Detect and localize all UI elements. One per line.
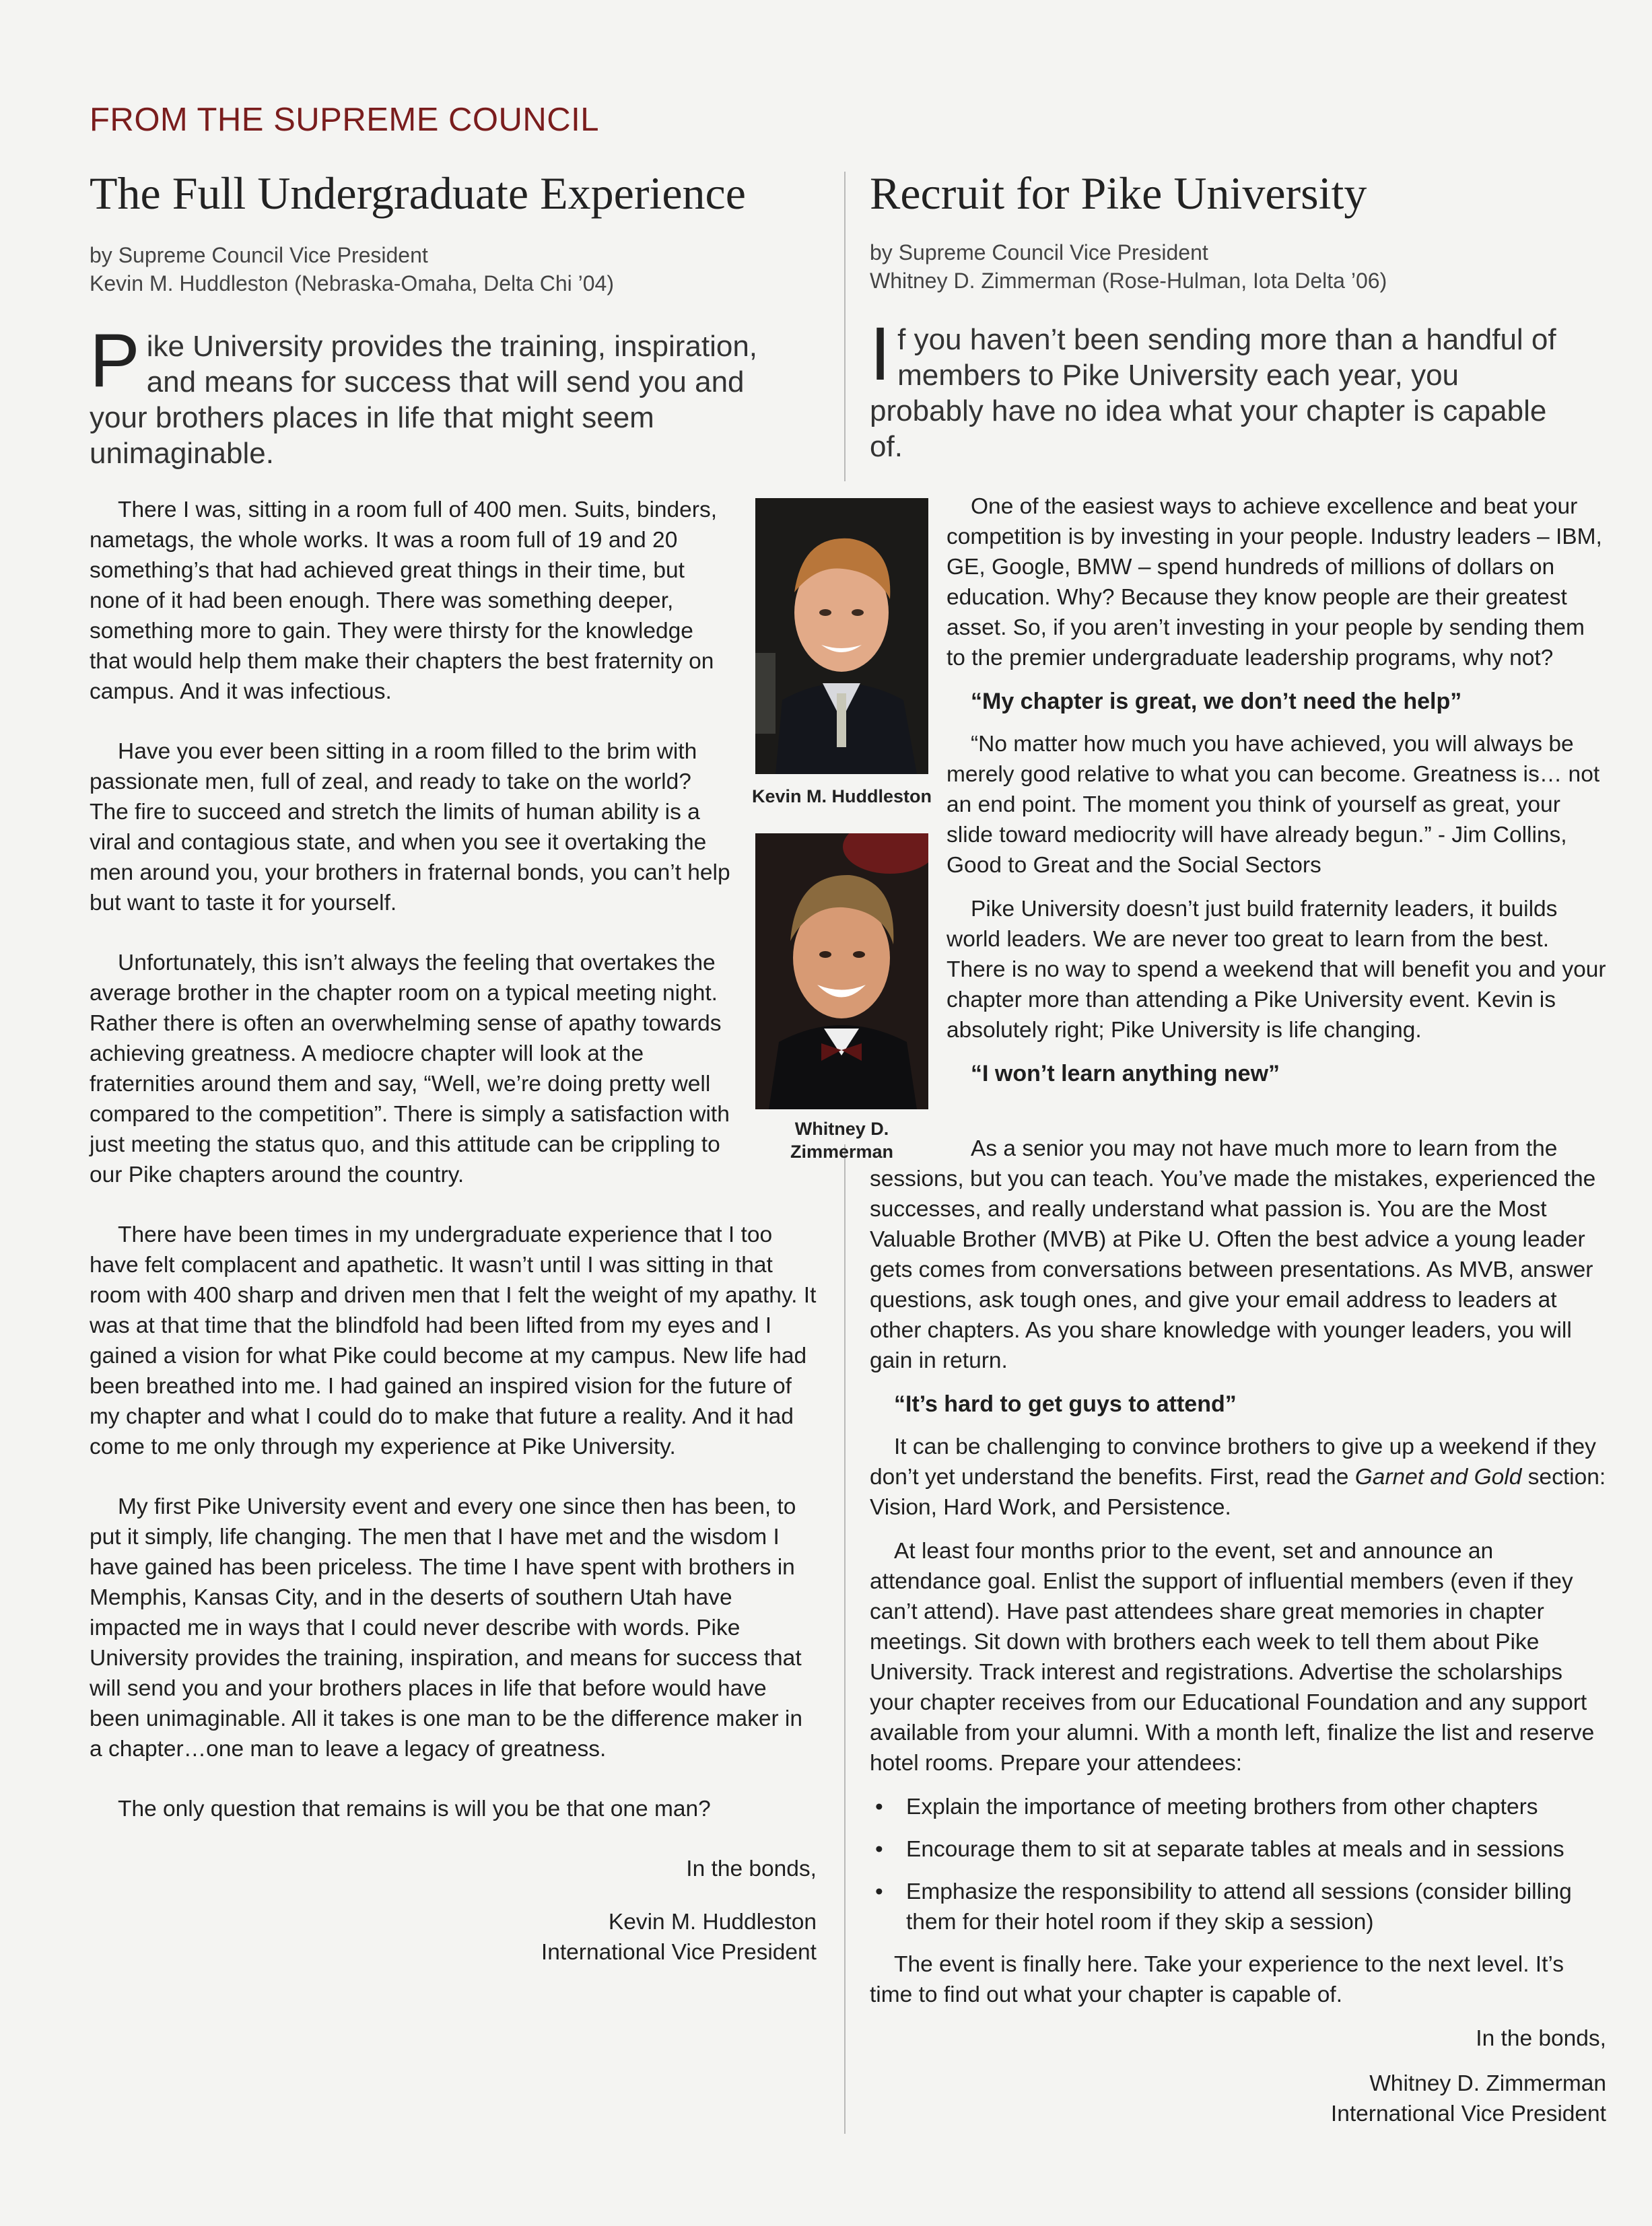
left-byline-line1: by Supreme Council Vice President [90,243,428,267]
right-sub3-text-b: section: Vision, Hard Work, and Persistence. [870,1465,1606,1520]
left-signature-title: International Vice President [541,1940,817,1965]
whitney-photo [755,833,928,1109]
right-body-top [947,491,1606,1101]
right-dropcap: I [870,312,891,396]
right-intro: One of the easiest ways to achieve excellence and beat your competition is by investing in your people. Industry leaders – IBM, GE, Google, BMW – spend hundreds of millions of dollars on education. Why? Because they know people are their greatest asset. So, if you aren’t investing in your people by sending them to the premier undergraduate leadership programs, why not? [947,494,1602,670]
left-lead-text: ike University provides the training, inspiration, and means for success that will send you and your brothers places in life that might seem unimaginable. [90,330,758,470]
list-item: • Explain the importance of meeting brothers from other chapters [906,1792,1606,1822]
right-sub3-paragraph-2: At least four months prior to the event, set and announce an attendance goal. Enlist the support of influential members (even if they can’t attend). Have past attendees share great memories in chapter meetings. Sit down with brothers each week to tell them about Pike University. Track interest and registrations. Advertise the scholarships your chapter receives from our Educational Foundation and any support available from your alumni. With a month left, finalize the list and reserve hotel rooms. Prepare your attendees: [870,1539,1595,1776]
left-signature-name: Kevin M. Huddleston [608,1910,817,1935]
right-byline-line1: by Supreme Council Vice President [870,240,1208,265]
left-paragraph-2: Have you ever been sitting in a room filled to the brim with passionate men, full of zeal, and ready to take on the world? The fire to succeed and stretch the limits of human ability is a viral and contagious state, and when you see it overtaking the men around you, your brothers in fraternal bonds, you can’t help but want to taste it for yourself. [90,739,730,915]
right-signature-title: International Vice President [1330,2101,1606,2126]
right-sub2-paragraph-1: As a senior you may not have much more to learn from the sessions, but you can teach. You’ve made the mistakes, experienced the successes, and really understand what passion is. You are the Most Valuable Brother (MVB) at Pike U. Often the best advice a young leader gets comes from conversations between presentations. As MVB, answer questions, ask tough ones, and give your email address to leaders at other chapters. As you share knowledge with younger leaders, you will gain in return. [870,1136,1596,1373]
whitney-portrait-image [755,833,928,1109]
list-item: • Encourage them to sit at separate tables at meals and in sessions [906,1834,1606,1865]
left-body-top [90,495,736,1220]
left-article-title: The Full Undergraduate Experience [90,168,746,219]
right-subheading-3: “It’s hard to get guys to attend” [894,1391,1237,1417]
right-sub3-paragraph-1 [870,1432,1606,1523]
left-paragraph-4: There have been times in my undergraduate experience that I too have felt complacent and apathetic. It wasn’t until I was sitting in that room with 400 sharp and driven men that I felt the weight of my apathy. It was at that time that the blindfold had been lifted from my eyes and I gained a vision for what Pike could become at my campus. New life had been breathed into me. I had gained an inspired vision for the future of my chapter and what I could do to make that future a reality. And it had come to me only through my experience at Pike University. [90,1222,817,1459]
right-final-paragraph: The event is finally here. Take your experience to the next level. It’s time to find out what your chapter is capable of. [870,1952,1564,2007]
left-byline-line2: Kevin M. Huddleston (Nebraska-Omaha, Delta Chi ’04) [90,271,614,295]
kevin-photo [755,498,928,774]
left-lead [90,318,803,471]
right-body-bottom [870,1134,1606,2129]
right-sub1-paragraph-1: “No matter how much you have achieved, you will always be merely good relative to what you can become. Greatness is… not an end point. The moment you think of yourself as great, your slide toward mediocrity will have already begun.” - Jim Collins, Good to Great and the Social Sectors [947,732,1600,878]
left-paragraph-1: There I was, sitting in a room full of 400 men. Suits, binders, nametags, the whole works. It was a room full of 19 and 20 something’s that had achieved great things in their time, but none of it had been enough. There was something deeper, something more to gain. They were thirsty for the knowledge that would help them make their chapters the best fraternity on campus. And it was infectious. [90,497,718,704]
right-lead-text: f you haven’t been sending more than a handful of members to Pike University each year, you probably have no idea what your chapter is capable of. [870,323,1556,463]
left-paragraph-5: My first Pike University event and every one since then has been, to put it simply, life changing. The men that I have met and the wisdom I have gained has been priceless. The time I have spent with brothers in Memphis, Kansas City, and in the deserts of southern Utah have impacted me in ways that I could never describe with words. Pike University provides the training, inspiration, and means for success that will send you and your brothers places in life that before would have been unimaginable. All it takes is one man to be the difference maker in a chapter…one man to leave a legacy of greatness. [90,1494,802,1762]
section-label: FROM THE SUPREME COUNCIL [90,102,600,138]
column-divider-lower [844,1144,846,2134]
right-signature-name: Whitney D. Zimmerman [1369,2071,1606,2096]
left-paragraph-3: Unfortunately, this isn’t always the feeling that overtakes the average brother in the chapter room on a typical meeting night. Rather there is often an overwhelming sense of apathy towards achieving greatness. A mediocre chapter will look at the fraternities around them and say, “Well, we’re doing pretty well compared to the competition”. There is simply a satisfaction with just meeting the status quo, and this attitude can be crippling to our Pike chapters around the country. [90,950,730,1187]
right-subheading-1: “My chapter is great, we don’t need the help” [971,689,1462,714]
left-body-bottom [90,1220,817,1968]
column-divider [844,172,846,481]
right-byline [870,238,1387,295]
list-item: • Emphasize the responsibility to attend all sessions (consider billing them for their hotel room if they skip a session) [906,1877,1606,1937]
left-closing: In the bonds, [686,1856,817,1881]
right-article-title: Recruit for Pike University [870,168,1367,219]
right-subheading-2: “I won’t learn anything new” [971,1061,1280,1086]
whitney-caption-line2: Zimmerman [790,1142,894,1162]
left-paragraph-6: The only question that remains is will you be that one man? [118,1797,711,1821]
left-dropcap: P [90,318,140,403]
whitney-caption-line1: Whitney D. [794,1119,889,1139]
right-sub3-text-a: It can be challenging to convince brothers to give up a weekend if they don’t yet understand the benefits. First, read the [870,1434,1596,1490]
right-byline-line2: Whitney D. Zimmerman (Rose-Hulman, Iota Delta ’06) [870,269,1387,293]
right-sub3-text-emphasis: Garnet and Gold [1354,1465,1522,1490]
kevin-portrait-image [755,498,928,774]
attendee-prep-list [870,1792,1606,1937]
right-sub1-paragraph-2: Pike University doesn’t just build fraternity leaders, it builds world leaders. We are never too great to learn from the best. There is no way to spend a weekend that will benefit you and your chapter more than attending a Pike University event. Kevin is absolutely right; Pike University is life changing. [947,897,1606,1043]
right-closing: In the bonds, [1476,2026,1606,2051]
left-byline [90,241,614,298]
kevin-photo-caption: Kevin M. Huddleston [751,786,932,806]
right-lead [870,312,1563,464]
